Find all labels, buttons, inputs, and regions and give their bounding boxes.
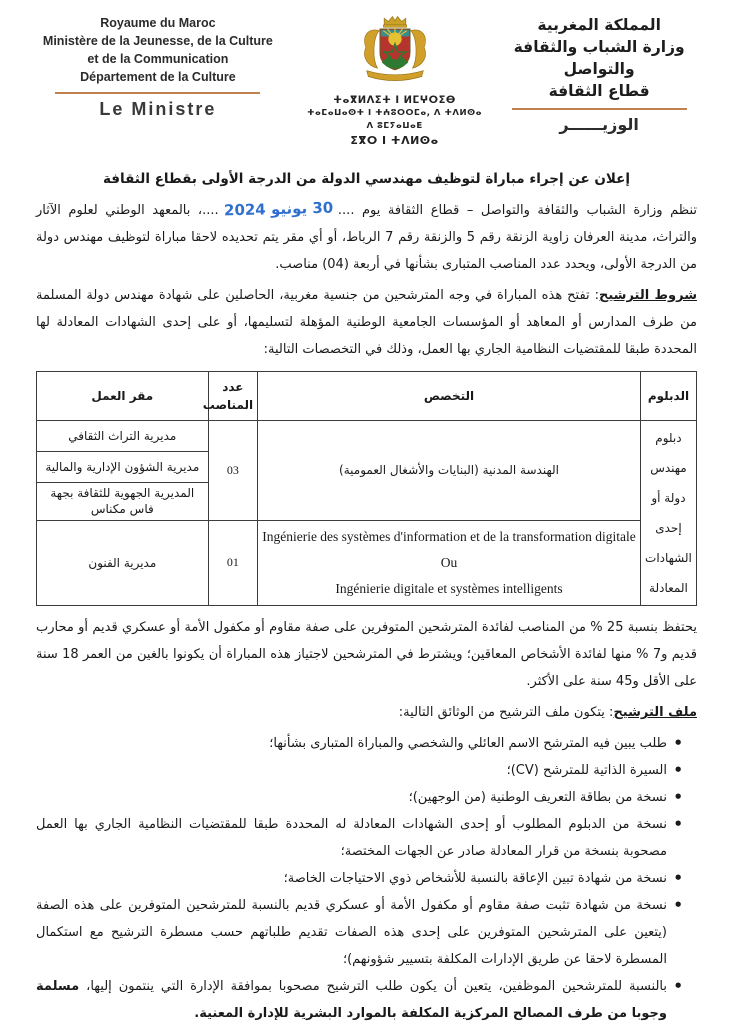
list-item	[36, 730, 683, 757]
header-positions: عدد المناصب	[208, 372, 258, 421]
positions-count-1: 03	[208, 421, 258, 521]
ministry-line-fr-2: et de la Communication	[87, 52, 229, 66]
ministry-line-fr-1: Ministère de la Jeunesse, de la Culture	[42, 34, 273, 48]
conditions-paragraph	[36, 282, 697, 363]
bullet-text: السيرة الذاتية للمترشح (CV)؛	[506, 763, 667, 778]
specialty-fr-line: Ingénierie digitale et systèmes intelligents	[335, 580, 563, 596]
ministry-line-ar-2: والتواصل	[563, 60, 635, 78]
header-diploma: الدبلوم	[640, 372, 696, 421]
intro-paragraph	[36, 196, 697, 278]
conditions-label: شروط الترشيح	[599, 288, 697, 303]
ministry-block-arabic	[483, 14, 715, 134]
list-item	[36, 784, 683, 811]
tifinagh-ministry-line: ⵜⴰⵎⴰⵡⴰⵙⵜ ⵏ ⵜⵄⵓⵔⵔⵎⴰ, ⴷ ⵜⴷⵍⵙⴰ ⴷ ⵓⵎⵢⴰⵡⴰⴹ	[307, 108, 482, 131]
tifinagh-kingdom-line: ⵜⴰⴳⵍⴷⵉⵜ ⵏ ⵍⵎⵖⵔⵉⴱ	[333, 95, 456, 106]
bullet-bold-text: مسلمة وجوبا من طرف المصالح المركزية المكلفة بالموارد البشرية للإدارة المعنية.	[36, 979, 667, 1021]
bullet-text: بالنسبة للمترشحين الموظفين، يتعين أن يكون طلب الترشيح مصحوبا بموافقة الإدارة التي ينتمون إليها،	[79, 979, 667, 994]
list-item	[36, 865, 683, 892]
file-text: : يتكون ملف الترشيح من الوثائق التالية:	[398, 705, 614, 720]
kingdom-line-fr: Royaume du Maroc	[100, 16, 216, 30]
conditions-text: : تفتح هذه المباراة في وجه المترشحين من جنسية مغربية، الحاصلين على شهادة مهندس دولة المسلمة من طرف المدارس أو المعاهد أو المؤسسات الجامعية الوطنية المؤهلة لتسليمها، أو على إحدى الشهادات المعادلة لها المحددة طبقا للمقتضيات النظامية الجاري بها العمل، وذلك في التخصصات التالية:	[36, 288, 697, 357]
ministry-line-ar-1: وزارة الشباب والثقافة	[513, 38, 685, 56]
bullet-text: طلب يبين فيه المترشح الاسم العائلي والشخصي والمباراة المتبارى بشأنها؛	[269, 736, 667, 751]
table-row	[37, 520, 697, 606]
kingdom-line-ar: المملكة المغربية	[537, 16, 661, 34]
list-item	[36, 757, 683, 784]
workplace-cell: مديرية التراث الثقافي	[37, 421, 209, 452]
moroccan-coat-of-arms-icon	[353, 14, 437, 94]
announcement-title: إعلان عن إجراء مباراة لتوظيف مهندسي الدولة من الدرجة الأولى بقطاع الثقافة	[102, 171, 631, 187]
specialty-civil-engineering: الهندسة المدنية (البنايات والأشغال العمومية)	[258, 421, 641, 521]
divider-line	[55, 92, 260, 94]
sector-line-ar: قطاع الثقافة	[548, 82, 650, 100]
specialties-table	[36, 371, 697, 606]
letterhead	[0, 0, 733, 148]
quota-paragraph: يحتفظ بنسبة 25 % من المناصب لفائدة المترشحين المتوفرين على صفة مقاوم أو مكفول الأمة أو عسكري قديم أو محارب قديم و7 % منها لفائدة الأشخاص المعاقين؛ ويشترط في المترشحين لاجتياز هذه المباراة أن يكونوا بالغين من العمر 18 سنة على الأقل و45 سنة على الأكثر.	[36, 620, 698, 689]
bullet-text: نسخة من شهادة تبين الإعاقة بالنسبة للأشخاص ذوي الاحتياجات الخاصة؛	[283, 871, 667, 886]
positions-count-2: 01	[208, 520, 258, 606]
file-paragraph	[36, 699, 697, 726]
tifinagh-sector-line: ⵉⴳⵔ ⵏ ⵜⴷⵍⵙⴰ	[350, 134, 439, 147]
intro-text-after-date: ....، بالمعهد الوطني لعلوم الآثار والتراث، مدينة العرفان زاوية الزنقة رقم 5 والزنقة رقم 7 الرباط، أو أي مقر يتم تحديده لاحقا مباراة لتوظيف مهندس دولة من الدرجة الأولى، ويحدد عدد المناصب المتبارى بشأنها في أربعة (04) مناصب.	[36, 203, 697, 272]
bullet-text: نسخة من بطاقة التعريف الوطنية (من الوجهين)؛	[408, 790, 667, 805]
ministry-block-french	[10, 14, 306, 120]
file-label: ملف الترشيح	[613, 705, 697, 720]
divider-line	[512, 108, 687, 110]
diploma-cell: دبلوم مهندس دولة أو إحدى الشهادات المعادلة	[640, 421, 696, 606]
handwritten-date: 30 يونيو 2024	[223, 198, 334, 220]
intro-text-before-date: تنظم وزارة الشباب والثقافة والتواصل – قطاع الثقافة يوم ....	[337, 203, 697, 218]
department-line-fr: Département de la Culture	[80, 70, 236, 84]
specialty-fr-line: Ingénierie des systèmes d'information et de la transformation digitale	[262, 528, 636, 544]
workplace-cell: المديرية الجهوية للثقافة بجهة فاس مكناس	[37, 483, 209, 520]
list-item	[36, 973, 683, 1024]
minister-title-fr: Le Ministre	[99, 99, 217, 119]
table-header-row	[37, 372, 697, 421]
header-workplace: مقر العمل	[37, 372, 209, 421]
list-item	[36, 811, 683, 865]
required-documents-list	[36, 730, 697, 1024]
list-item	[36, 892, 683, 973]
workplace-cell: مديرية الفنون	[37, 520, 209, 606]
header-specialty: التخصص	[258, 372, 641, 421]
bullet-text: نسخة من شهادة تثبت صفة مقاوم أو مكفول الأمة أو عسكري قديم بالنسبة للمترشحين المتوفرين على هذه الصفة (يتعين على المترشحين المتوفرين على إحدى هذه الصفات تقديم طلباتهم حسب مسطرة الترشيح مع استكمال المسطرة لاحقا عن طريق الإدارات المكلفة بتسيير شؤونهم)؛	[36, 898, 667, 967]
minister-title-ar: الوزيــــــر	[559, 115, 639, 134]
specialty-digital-engineering	[258, 520, 641, 606]
emblem-block	[306, 14, 483, 148]
table-row	[37, 421, 697, 452]
bullet-text: نسخة من الدبلوم المطلوب أو إحدى الشهادات المعادلة له المحددة طبقا للمقتضيات النظامية الجاري بها العمل مصحوبة بنسخة من قرار المعادلة صادر عن الجهات المختصة؛	[36, 817, 667, 859]
specialty-fr-or: Ou	[440, 554, 458, 570]
workplace-cell: مديرية الشؤون الإدارية والمالية	[37, 452, 209, 483]
